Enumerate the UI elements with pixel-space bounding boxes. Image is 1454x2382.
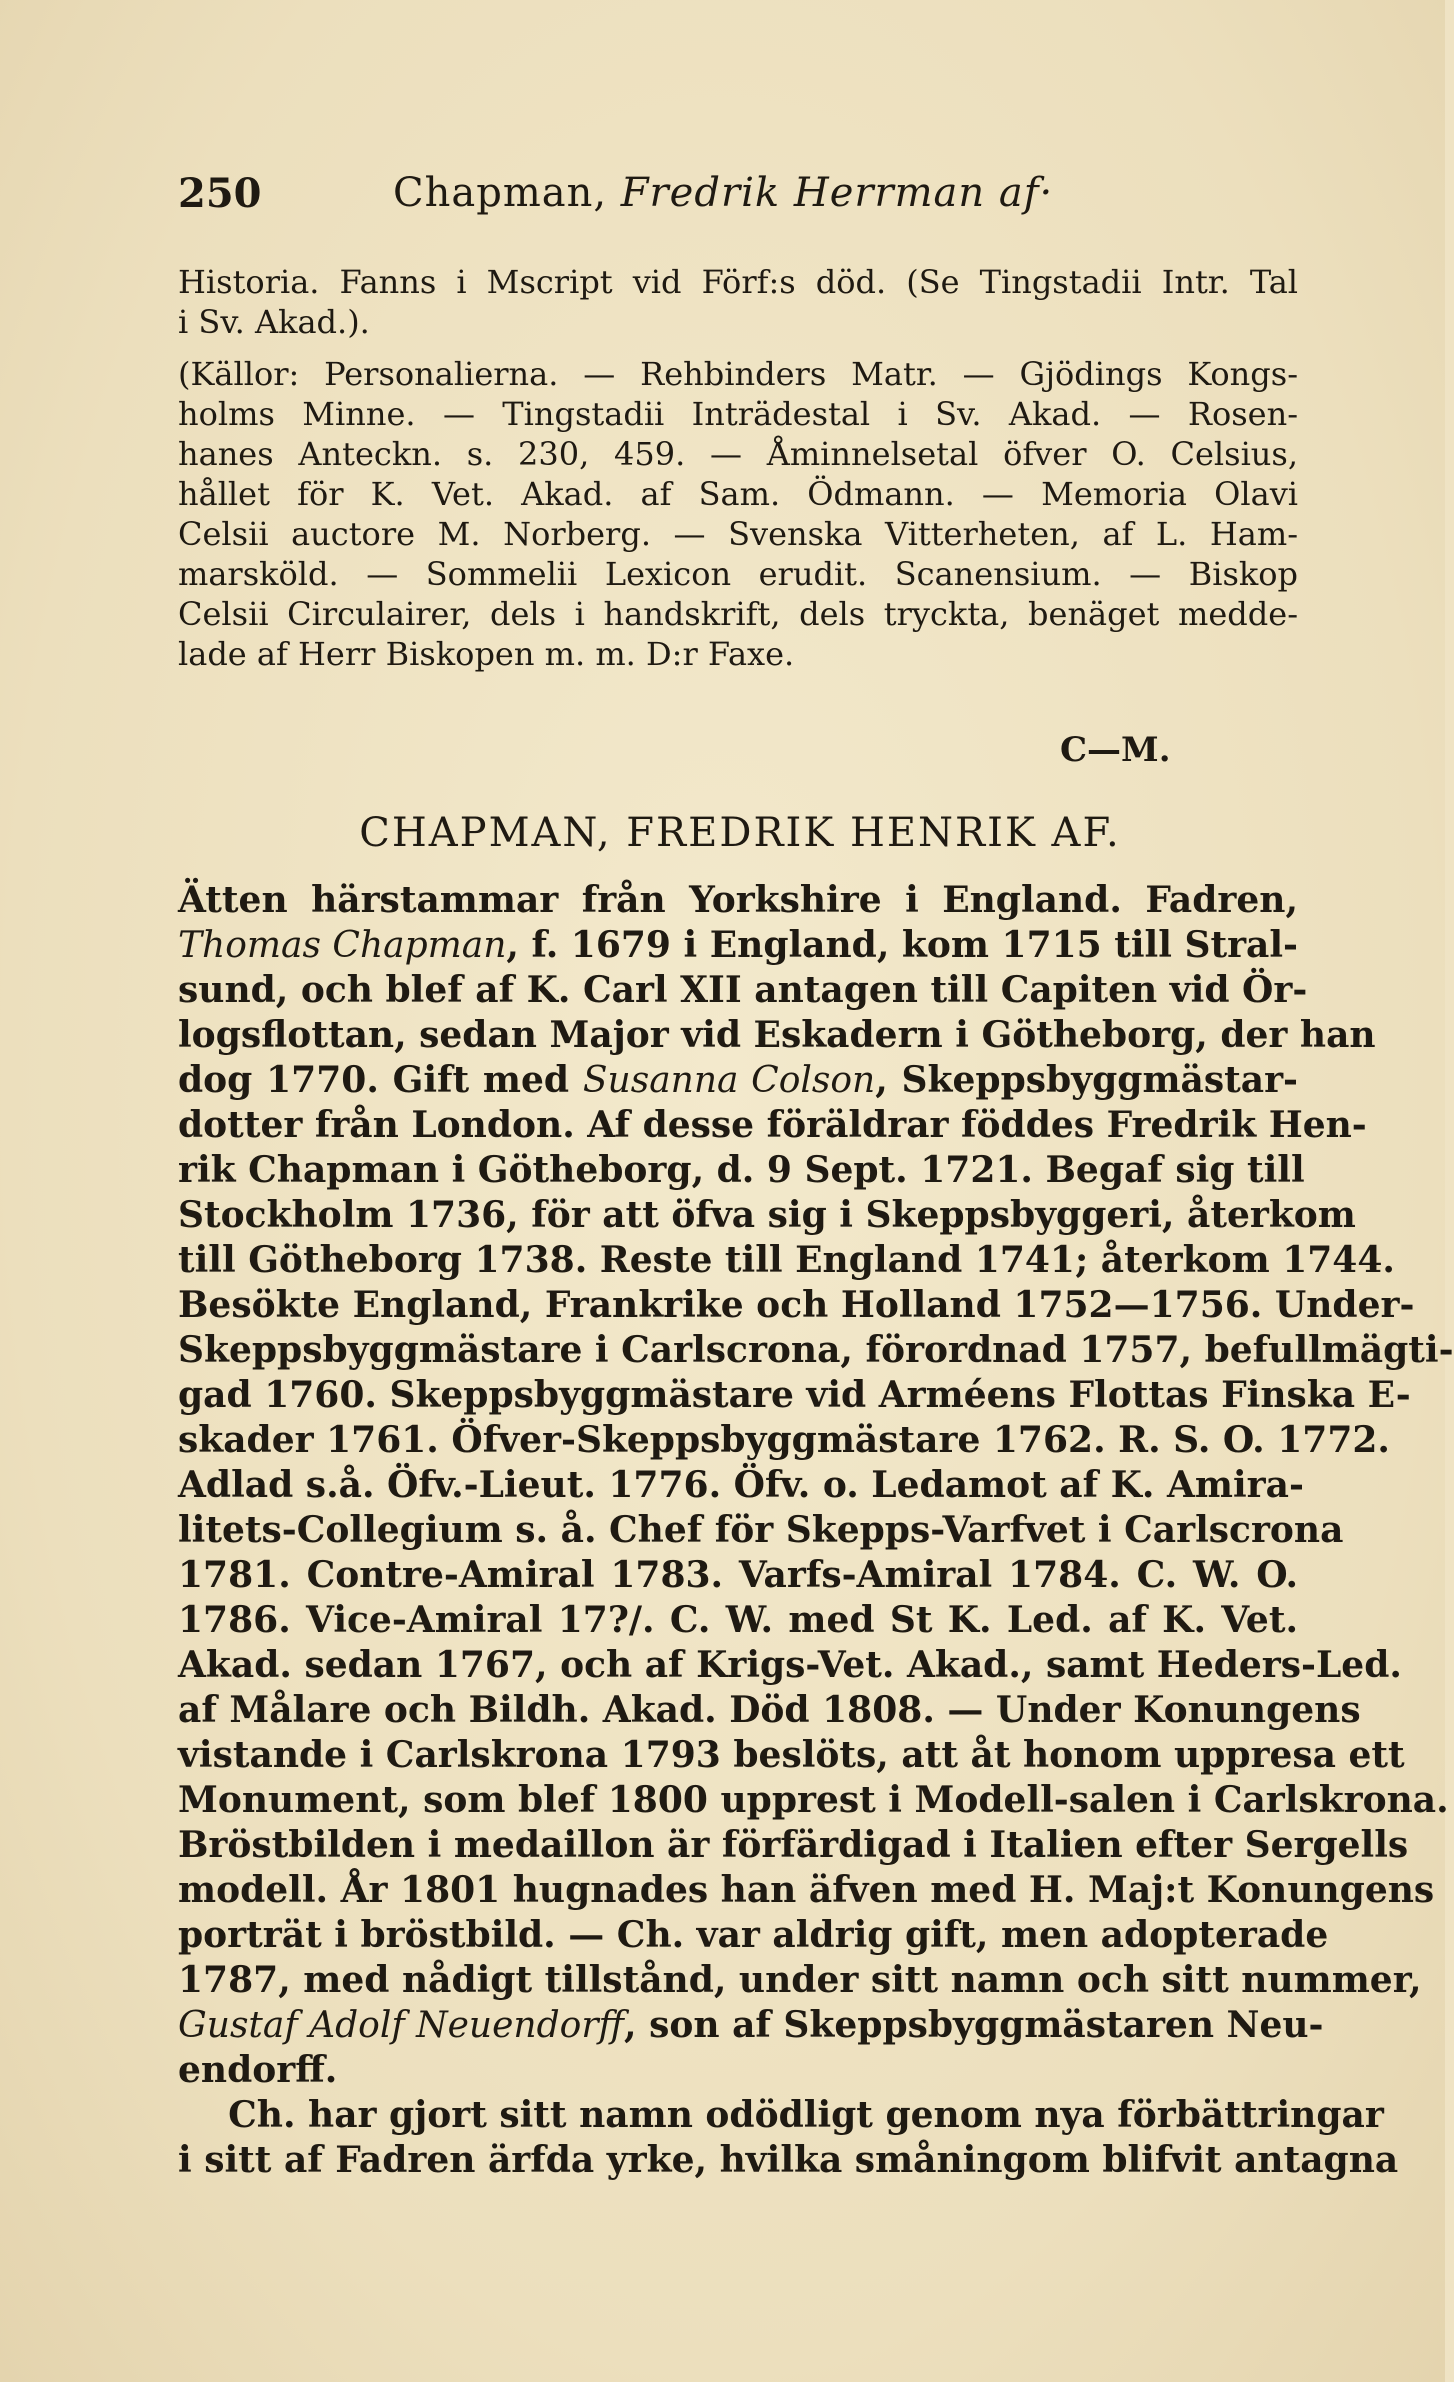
text-line: sund, och blef af K. Carl XII antagen till Capiten vid Ör- (178, 969, 1308, 1011)
running-head (393, 170, 1053, 216)
text-line: Celsii auctore M. Norberg. — Svenska Vitterheten, af L. Ham- (178, 515, 1298, 553)
text-line: modell. År 1801 hugnades han äfven med H. Maj:t Konungens (178, 1869, 1435, 1911)
running-head-name: Chapman, (393, 170, 608, 216)
text-line: (Källor: Personalierna. — Rehbinders Matr. — Gjödings Kongs- (178, 355, 1298, 393)
text-line: hanes Anteckn. s. 230, 459. — Åminnelsetal öfver O. Celsius, (178, 435, 1298, 473)
text-line: logsflottan, sedan Major vid Eskadern i Götheborg, der han (178, 1014, 1376, 1056)
text-line: porträt i bröstbild. — Ch. var aldrig gift, men adopterade (178, 1914, 1329, 1956)
text-line: gad 1760. Skeppsbyggmästare vid Arméens Flottas Finska E- (178, 1374, 1411, 1416)
author-signature: C—M. (1060, 730, 1171, 770)
text-line: Monument, som blef 1800 upprest i Modell-salen i Carlskrona. (178, 1779, 1449, 1821)
text-line: litets-Collegium s. å. Chef för Skepps-Varfvet i Carlscrona (178, 1509, 1344, 1551)
text-line: Celsii Circulairer, dels i handskrift, dels tryckta, benäget medde- (178, 595, 1298, 633)
text-line: Thomas Chapman, f. 1679 i England, kom 1715 till Stral- (178, 924, 1298, 966)
text-line: i sitt af Fadren ärfda yrke, hvilka småningom blifvit antagna (178, 2139, 1399, 2181)
text-line: dog 1770. Gift med Susanna Colson, Skeppsbyggmästar- (178, 1059, 1298, 1101)
text-line: 1786. Vice-Amiral 17?/. C. W. med St K. Led. af K. Vet. (178, 1599, 1298, 1641)
text-line: Historia. Fanns i Mscript vid Förf:s död. (Se Tingstadii Intr. Tal (178, 263, 1298, 301)
text-line: Besökte England, Frankrike och Holland 1752—1756. Under- (178, 1284, 1415, 1326)
text-line: lade af Herr Biskopen m. m. D:r Faxe. (178, 635, 795, 673)
text-line: rik Chapman i Götheborg, d. 9 Sept. 1721. Begaf sig till (178, 1149, 1305, 1191)
previous-entry (178, 262, 1298, 674)
text-line: Ätten härstammar från Yorkshire i England. Fadren, (178, 879, 1298, 921)
running-head-italic: Fredrik Herrman af· (620, 170, 1054, 216)
text-line: marsköld. — Sommelii Lexicon erudit. Scanensium. — Biskop (178, 555, 1298, 593)
text-line: hållet för K. Vet. Akad. af Sam. Ödmann. — Memoria Olavi (178, 475, 1298, 513)
text-line: 1787, med nådigt tillstånd, under sitt namn och sitt nummer, (178, 1959, 1422, 2001)
text-line: skader 1761. Öfver-Skeppsbyggmästare 1762. R. S. O. 1772. (178, 1419, 1390, 1461)
page-header (178, 170, 1298, 230)
text-line: Adlad s.å. Öfv.-Lieut. 1776. Öfv. o. Ledamot af K. Amira- (178, 1464, 1304, 1506)
text-line: endorff. (178, 2049, 338, 2091)
text-line: i Sv. Akad.). (178, 303, 370, 341)
text-line: Stockholm 1736, för att öfva sig i Skeppsbyggeri, återkom (178, 1194, 1356, 1236)
text-line: till Götheborg 1738. Reste till England 1741; återkom 1744. (178, 1239, 1395, 1281)
text-line: holms Minne. — Tingstadii Inträdestal i Sv. Akad. — Rosen- (178, 395, 1298, 433)
text-line: Akad. sedan 1767, och af Krigs-Vet. Akad., samt Heders-Led. (178, 1644, 1402, 1686)
text-line: Skeppsbyggmästare i Carlscrona, förordnad 1757, befullmägti- (178, 1329, 1454, 1371)
text-line: dotter från London. Af desse föräldrar föddes Fredrik Hen- (178, 1104, 1367, 1146)
text-line: af Målare och Bildh. Akad. Död 1808. — Under Konungens (178, 1689, 1361, 1731)
text-line: Ch. har gjort sitt namn odödligt genom nya förbättringar (178, 2094, 1384, 2136)
text-line: 1781. Contre-Amiral 1783. Varfs-Amiral 1784. C. W. O. (178, 1554, 1298, 1596)
entry-body (178, 878, 1454, 2183)
page-number: 250 (178, 170, 262, 217)
text-line: vistande i Carlskrona 1793 beslöts, att åt honom uppresa ett (178, 1734, 1405, 1776)
text-line: Gustaf Adolf Neuendorff, son af Skeppsbyggmästaren Neu- (178, 2004, 1324, 2046)
entry-title: CHAPMAN, FREDRIK HENRIK AF. (359, 810, 1121, 856)
text-line: Bröstbilden i medaillon är förfärdigad i Italien efter Sergells (178, 1824, 1409, 1866)
